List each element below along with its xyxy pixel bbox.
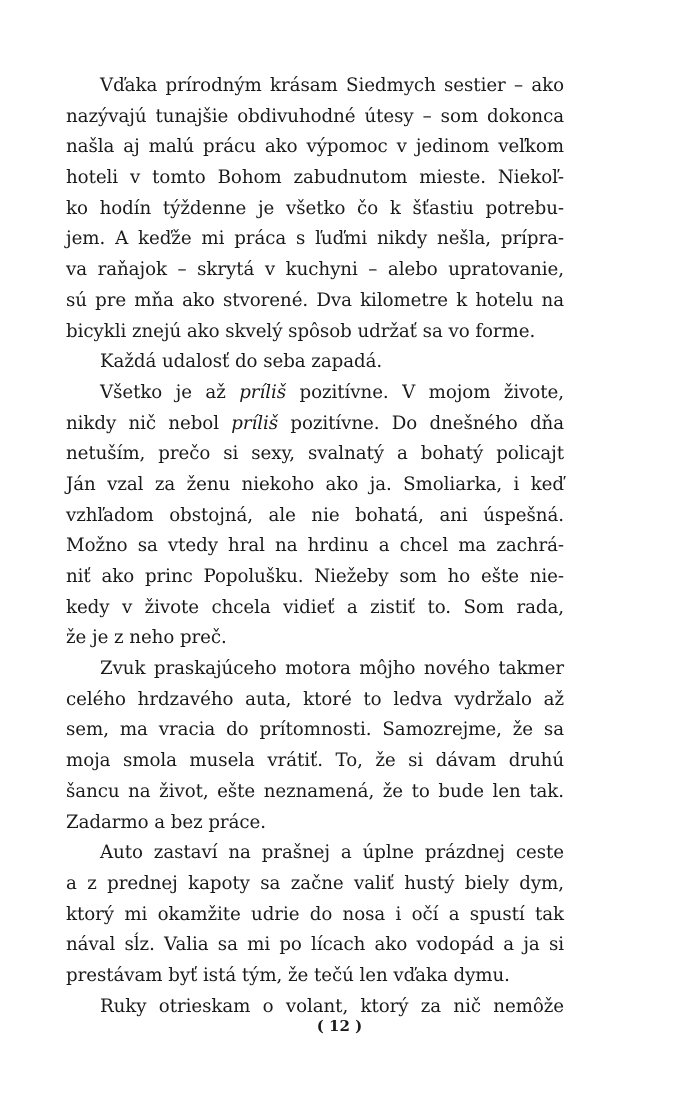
text-line: hoteli v tomto Bohom zabudnutom mieste. Niekoľ- — [66, 167, 564, 189]
body-text — [66, 71, 564, 1022]
text-line: šancu na život, ešte neznamená, že to bude len tak. — [66, 780, 564, 802]
text-line: ktorý mi okamžite udrie do nosa i očí a spustí tak — [66, 903, 564, 925]
text-line: moja smola musela vrátiť. To, že si dávam druhú — [66, 750, 564, 772]
text-line: jem. A keďže mi práca s ľuďmi nikdy nešla, prípra- — [66, 228, 564, 250]
text-line: sú pre mňa ako stvorené. Dva kilometre k hotelu na — [66, 289, 564, 311]
text-line: Všetko je až príliš pozitívne. V mojom živote, — [100, 381, 564, 403]
text-line: celého hrdzavého auta, ktoré to ledva vydržalo až — [66, 688, 564, 710]
text-line: ko hodín týždenne je všetko čo k šťastiu potrebu- — [66, 197, 564, 219]
text-line: va raňajok – skrytá v kuchyni – alebo upratovanie, — [66, 259, 564, 281]
text-line: našla aj malú prácu ako výpomoc v jedinom veľkom — [66, 136, 564, 158]
text-line: Ruky otrieskam o volant, ktorý za nič nemôže — [100, 995, 564, 1017]
text-line: Ján vzal za ženu niekoho ako ja. Smoliarka, i keď — [66, 473, 564, 495]
text-line: a z prednej kapoty sa začne valiť hustý biely dym, — [66, 872, 564, 894]
text-line: prestávam byť istá tým, že tečú len vďaka dymu. — [66, 964, 510, 986]
text-line: nazývajú tunajšie obdivuhodné útesy – som dokonca — [66, 105, 564, 127]
text-line: Vďaka prírodným krásam Siedmych sestier – ako — [100, 75, 564, 96]
text-line: Každá udalosť do seba zapadá. — [100, 351, 383, 373]
text-line: že je z neho preč. — [66, 627, 227, 649]
text-line: Zadarmo a bez práce. — [66, 811, 266, 833]
text-line: niť ako princ Popolušku. Niežeby som ho ešte nie- — [66, 566, 564, 587]
text-line: vzhľadom obstojná, ale nie bohatá, ani úspešná. — [66, 504, 564, 526]
text-line: nával sĺz. Valia sa mi po lícach ako vodopád a ja si — [66, 934, 564, 956]
page-number: ( 12 ) — [316, 1017, 363, 1035]
text-line: Možno sa vtedy hral na hrdinu a chcel ma zachrá- — [66, 535, 564, 557]
text-line: Zvuk praskajúceho motora môjho nového takmer — [100, 658, 564, 680]
text-line: Auto zastaví na prašnej a úplne prázdnej ceste — [100, 842, 564, 864]
text-line: kedy v živote chcela vidieť a zistiť to. Som rada, — [66, 596, 564, 618]
text-line: nikdy nič nebol príliš pozitívne. Do dnešného dňa — [66, 412, 564, 434]
text-line: netuším, prečo si sexy, svalnatý a bohatý policajt — [66, 443, 564, 465]
text-line: sem, ma vracia do prítomnosti. Samozrejme, že sa — [66, 719, 564, 741]
text-line: bicykli znejú ako skvelý spôsob udržať sa vo forme. — [66, 320, 536, 342]
